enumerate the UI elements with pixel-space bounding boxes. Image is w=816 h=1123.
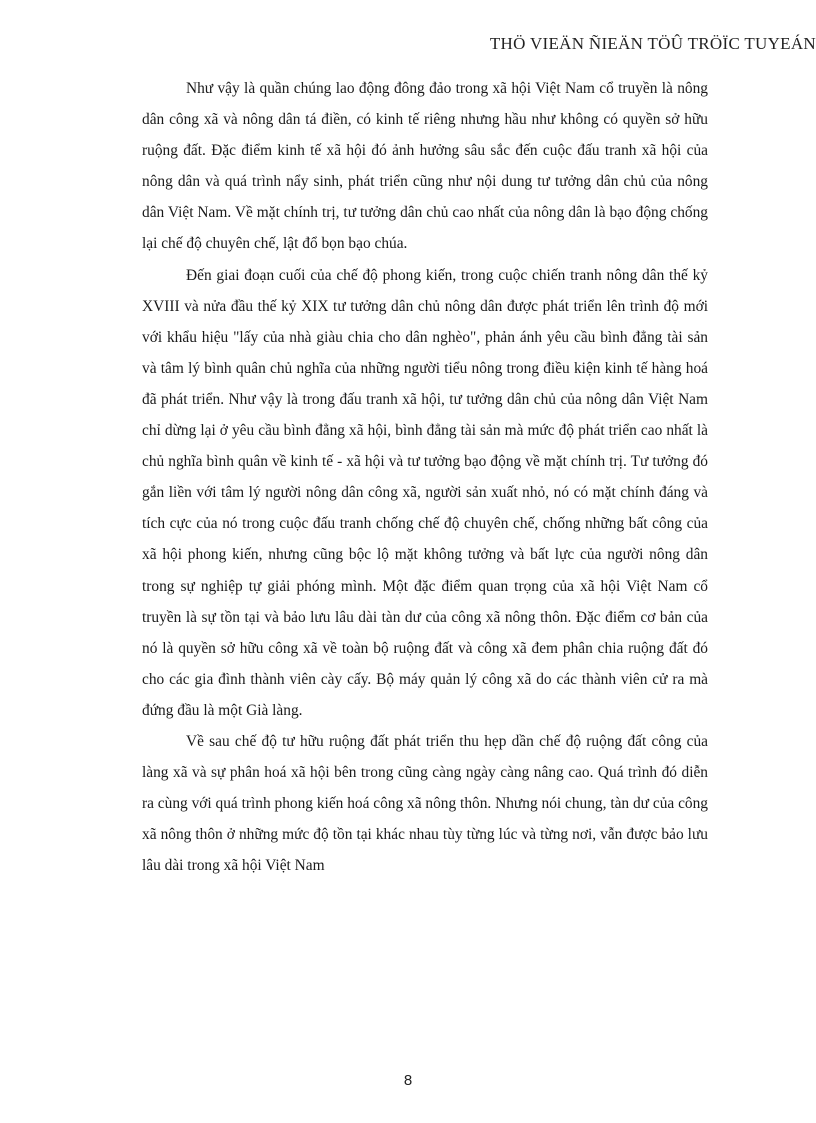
document-body xyxy=(142,73,708,881)
paragraph-1: Như vậy là quần chúng lao động đông đảo trong xã hội Việt Nam cổ truyền là nông dân công xã và nông dân tá điền, có kinh tế riêng nhưng hầu như không có quyền sở hữu ruộng đất. Đặc điểm kinh tế xã hội đó ảnh hưởng sâu sắc đến cuộc đấu tranh xã hội của nông dân và quá trình nẩy sinh, phát triển cũng như nội dung tư tưởng dân chủ của nông dân Việt Nam. Về mặt chính trị, tư tưởng dân chủ cao nhất của nông dân là bạo động chống lại chế độ chuyên chế, lật đổ bọn bạo chúa. xyxy=(142,80,708,253)
page-number: 8 xyxy=(403,1072,413,1089)
paragraph-2: Đến giai đoạn cuối của chế độ phong kiến, trong cuộc chiến tranh nông dân thế kỷ XVIII và nửa đầu thế kỷ XIX tư tưởng dân chủ nông dân được phát triển lên trình độ mới với khẩu hiệu "lấy của nhà giàu chia cho dân nghèo", phản ánh yêu cầu bình đẳng tài sản và tâm lý bình quân chủ nghĩa của những người tiểu nông trong điều kiện kinh tế hàng hoá đã phát triển. Như vậy là trong đấu tranh xã hội, tư tưởng dân chủ của nông dân Việt Nam chỉ dừng lại ở yêu cầu bình đẳng xã hội, bình đẳng tài sản mà mức độ phát triển cao nhất là chủ nghĩa bình quân về kinh tế - xã hội và tư tưởng bạo động về mặt chính trị. Tư tưởng đó gắn liền với tâm lý người nông dân công xã, người sản xuất nhỏ, nó có mặt chính đáng và tích cực của nó trong cuộc đấu tranh chống chế độ chuyên chế, chống những bất công của xã hội phong kiến, nhưng cũng bộc lộ mặt không tưởng và bất lực của người nông dân trong sự nghiệp tự giải phóng mình. Một đặc điểm quan trọng của xã hội Việt Nam cổ truyền là sự tồn tại và bảo lưu lâu dài tàn dư của công xã nông thôn. Đặc điểm cơ bản của nó là quyền sở hữu công xã về toàn bộ ruộng đất và công xã đem phân chia ruộng đất đó cho các gia đình thành viên cày cấy. Bộ máy quản lý công xã do các thành viên cử ra mà đứng đầu là một Già làng. xyxy=(142,266,708,719)
page-header: THÖ VIEÄN ÑIEÄN TÖÛ TRÖÏC TUYEÁN xyxy=(489,34,816,53)
paragraph-3: Về sau chế độ tư hữu ruộng đất phát triển thu hẹp dần chế độ ruộng đất công của làng xã và sự phân hoá xã hội bên trong cũng càng ngày càng nâng cao. Quá trình đó diễn ra cùng với quá trình phong kiến hoá công xã nông thôn. Nhưng nói chung, tàn dư của công xã nông thôn ở những mức độ tồn tại khác nhau tùy từng lúc và từng nơi, vẫn được bảo lưu lâu dài trong xã hội Việt Nam xyxy=(142,732,708,875)
